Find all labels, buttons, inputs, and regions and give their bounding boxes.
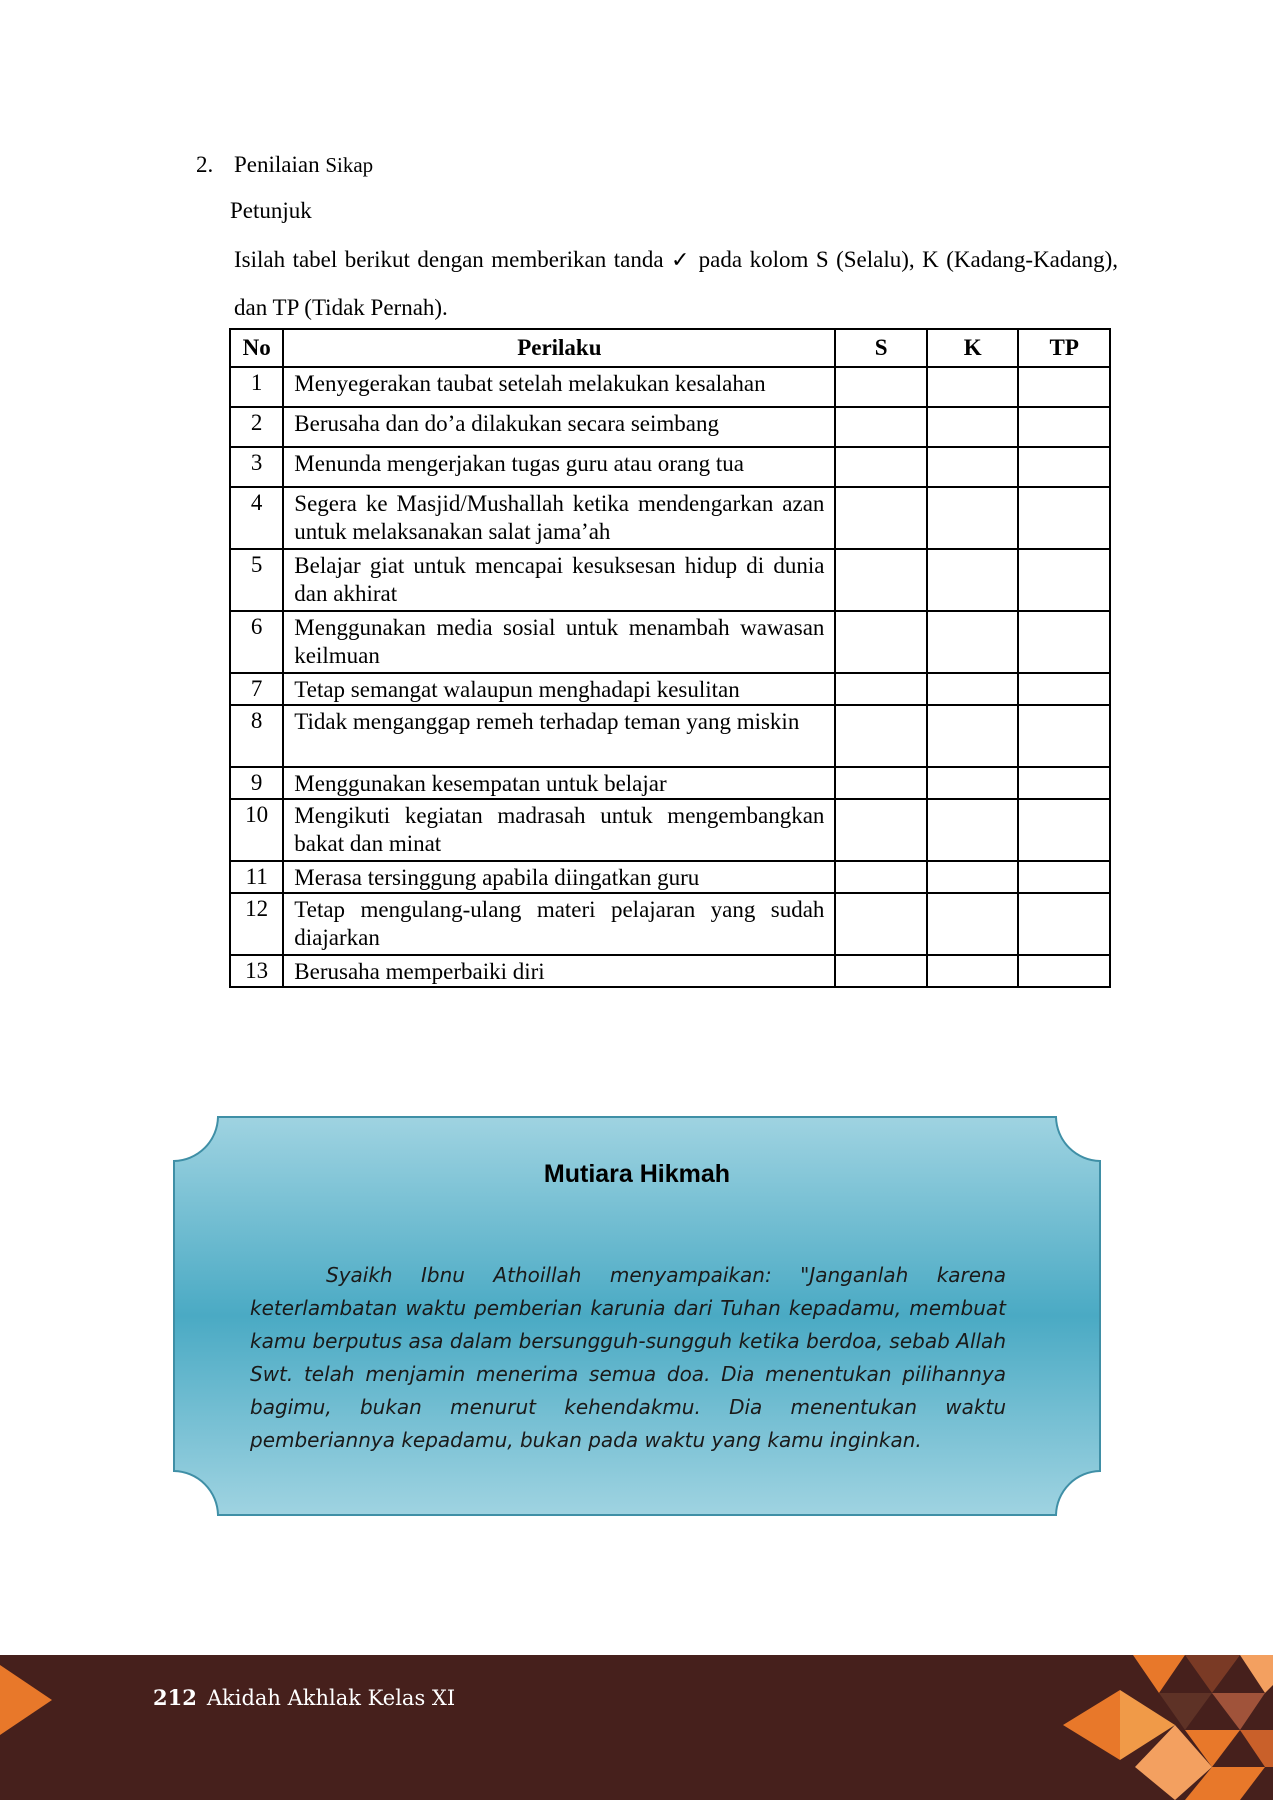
attitude-table [229, 328, 1111, 988]
row-number: 10 [230, 799, 283, 861]
table-row [230, 407, 1110, 447]
cell-tp[interactable] [1018, 367, 1110, 407]
row-behavior: Segera ke Masjid/Mushallah ketika mendengarkan azan untuk melaksanakan salat jama’ah [283, 487, 835, 549]
hikmah-title: Mutiara Hikmah [543, 1160, 731, 1188]
row-number: 1 [230, 367, 283, 407]
instruction-after: pada kolom S (Selalu), K (Kadang-Kadang), dan TP (Tidak Pernah). [234, 247, 1119, 320]
row-behavior: Berusaha memperbaiki diri [283, 955, 835, 987]
cell-k[interactable] [927, 673, 1019, 705]
cell-tp[interactable] [1018, 549, 1110, 611]
row-behavior: Merasa tersinggung apabila diingatkan guru [283, 861, 835, 893]
row-behavior: Tetap semangat walaupun menghadapi kesulitan [283, 673, 835, 705]
row-number: 4 [230, 487, 283, 549]
table-row [230, 367, 1110, 407]
row-behavior: Menggunakan media sosial untuk menambah wawasan keilmuan [283, 611, 835, 673]
cell-tp[interactable] [1018, 705, 1110, 767]
header-behavior: Perilaku [283, 329, 835, 367]
row-number: 5 [230, 549, 283, 611]
table-row [230, 893, 1110, 955]
row-behavior: Belajar giat untuk mencapai kesuksesan hidup di dunia dan akhirat [283, 549, 835, 611]
cell-tp[interactable] [1018, 407, 1110, 447]
row-number: 6 [230, 611, 283, 673]
cell-k[interactable] [927, 611, 1019, 673]
cell-s[interactable] [835, 549, 927, 611]
header-no: No [230, 329, 283, 367]
cell-s[interactable] [835, 799, 927, 861]
cell-k[interactable] [927, 407, 1019, 447]
cell-k[interactable] [927, 861, 1019, 893]
row-number: 9 [230, 767, 283, 799]
instruction-label: Petunjuk [230, 198, 312, 223]
cell-k[interactable] [927, 447, 1019, 487]
cell-k[interactable] [927, 955, 1019, 987]
cell-tp[interactable] [1018, 955, 1110, 987]
table-row [230, 611, 1110, 673]
section-heading [196, 152, 373, 178]
cell-tp[interactable] [1018, 767, 1110, 799]
cell-s[interactable] [835, 955, 927, 987]
row-number: 3 [230, 447, 283, 487]
table-row [230, 799, 1110, 861]
row-behavior: Menyegerakan taubat setelah melakukan kesalahan [283, 367, 835, 407]
cell-s[interactable] [835, 861, 927, 893]
cell-s[interactable] [835, 367, 927, 407]
cell-s[interactable] [835, 447, 927, 487]
instruction-before: Isilah tabel berikut dengan memberikan tanda [234, 247, 664, 272]
header-tp: TP [1018, 329, 1110, 367]
row-number: 11 [230, 861, 283, 893]
section-title-small: Sikap [325, 153, 374, 177]
row-number: 2 [230, 407, 283, 447]
table-row [230, 487, 1110, 549]
row-number: 7 [230, 673, 283, 705]
row-behavior: Mengikuti kegiatan madrasah untuk mengembangkan bakat dan minat [283, 799, 835, 861]
row-behavior: Menunda mengerjakan tugas guru atau orang tua [283, 447, 835, 487]
footer-decoration [0, 1655, 1273, 1800]
row-number: 12 [230, 893, 283, 955]
table-row [230, 549, 1110, 611]
cell-s[interactable] [835, 407, 927, 447]
cell-s[interactable] [835, 487, 927, 549]
row-behavior: Tetap mengulang-ulang materi pelajaran yang sudah diajarkan [283, 893, 835, 955]
row-behavior: Menggunakan kesempatan untuk belajar [283, 767, 835, 799]
cell-s[interactable] [835, 673, 927, 705]
cell-s[interactable] [835, 893, 927, 955]
footer-text [153, 1685, 455, 1710]
row-behavior: Berusaha dan do’a dilakukan secara seimbang [283, 407, 835, 447]
header-s: S [835, 329, 927, 367]
cell-k[interactable] [927, 799, 1019, 861]
cell-s[interactable] [835, 611, 927, 673]
book-title: Akidah Akhlak Kelas XI [206, 1686, 456, 1710]
cell-k[interactable] [927, 487, 1019, 549]
cell-k[interactable] [927, 767, 1019, 799]
row-number: 13 [230, 955, 283, 987]
row-behavior: Tidak menganggap remeh terhadap teman yang miskin [283, 705, 835, 767]
table-row [230, 767, 1110, 799]
cell-tp[interactable] [1018, 799, 1110, 861]
table-row [230, 447, 1110, 487]
table-row [230, 673, 1110, 705]
table-row [230, 861, 1110, 893]
cell-tp[interactable] [1018, 611, 1110, 673]
header-k: K [927, 329, 1019, 367]
cell-tp[interactable] [1018, 447, 1110, 487]
cell-s[interactable] [835, 767, 927, 799]
checkmark-icon: ✓ [671, 248, 692, 273]
cell-s[interactable] [835, 705, 927, 767]
section-title-main: Penilaian [234, 152, 320, 177]
cell-tp[interactable] [1018, 487, 1110, 549]
section-number: 2. [196, 152, 214, 177]
page-footer [0, 1655, 1273, 1800]
cell-tp[interactable] [1018, 893, 1110, 955]
cell-k[interactable] [927, 549, 1019, 611]
cell-tp[interactable] [1018, 673, 1110, 705]
table-row [230, 955, 1110, 987]
cell-k[interactable] [927, 893, 1019, 955]
page-number: 212 [153, 1685, 197, 1710]
instruction-text [234, 236, 1118, 331]
cell-tp[interactable] [1018, 861, 1110, 893]
cell-k[interactable] [927, 705, 1019, 767]
cell-k[interactable] [927, 367, 1019, 407]
mutiara-hikmah-box [173, 1116, 1101, 1516]
row-number: 8 [230, 705, 283, 767]
table-header-row [230, 329, 1110, 367]
table-row [230, 705, 1110, 767]
hikmah-quote: Syaikh Ibnu Athoillah menyampaikan: "Janganlah karena keterlambatan waktu pemberian karunia dari Tuhan kepadamu, membuat kamu berputus asa dalam bersungguh-sungguh ketika berdoa, sebab Allah Swt. telah menjamin menerima semua doa. Dia menentukan pilihannya bagimu, bukan menurut kehendakmu. Dia menentukan waktu pemberiannya kepadamu, bukan pada waktu yang kamu inginkan. [250, 1263, 1006, 1452]
